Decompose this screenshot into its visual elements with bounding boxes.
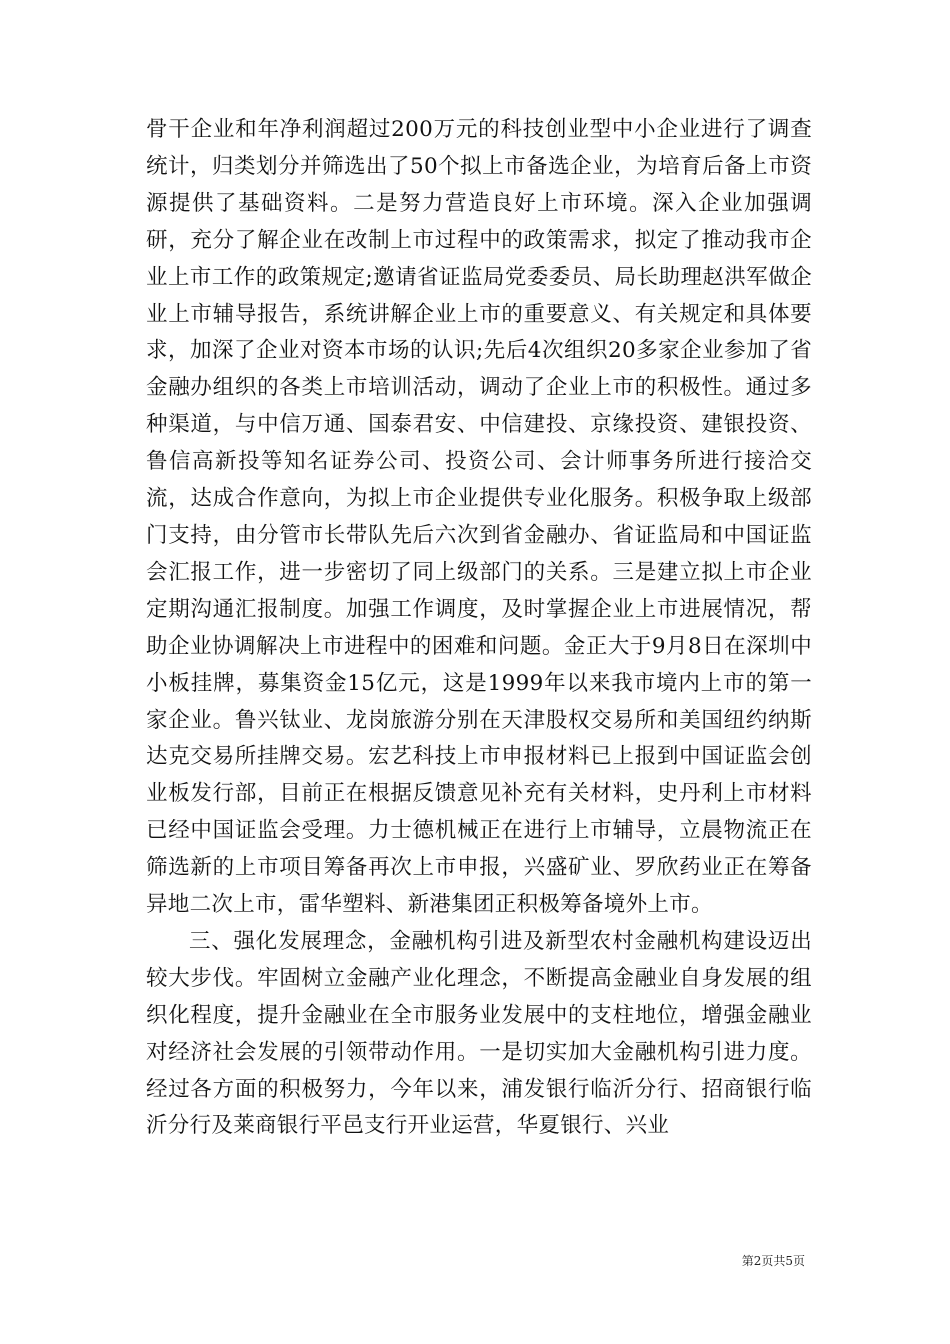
body-paragraph-2: 三、强化发展理念，金融机构引进及新型农村金融机构建设迈出较大步伐。牢固树立金融产业化理念，不断提高金融业自身发展的组织化程度，提升金融业在全市服务业发展中的支柱地位，增强金融业对经济社会发展的引领带动作用。一是切实加大金融机构引进力度。经过各方面的积极努力，今年以来，浦发银行临沂分行、招商银行临沂分行及莱商银行平邑支行开业运营，华夏银行、兴业 [146,928,812,1139]
body-paragraph-1: 骨干企业和年净利润超过200万元的科技创业型中小企业进行了调查统计，归类划分并筛选出了50个拟上市备选企业，为培育后备上市资源提供了基础资料。二是努力营造良好上市环境。深入企业加强调研，充分了解企业在改制上市过程中的政策需求，拟定了推动我市企业上市工作的政策规定;邀请省证监局党委委员、局长助理赵洪军做企业上市辅导报告，系统讲解企业上市的重要意义、有关规定和具体要求，加深了企业对资本市场的认识;先后4次组织20多家企业参加了省金融办组织的各类上市培训活动，调动了企业上市的积极性。通过多种渠道，与中信万通、国泰君安、中信建投、京缘投资、建银投资、鲁信高新投等知名证券公司、投资公司、会计师事务所进行接洽交流，达成合作意向，为拟上市企业提供专业化服务。积极争取上级部门支持，由分管市长带队先后六次到省金融办、省证监局和中国证监会汇报工作，进一步密切了同上级部门的关系。三是建立拟上市企业定期沟通汇报制度。加强工作调度，及时掌握企业上市进展情况，帮助企业协调解决上市进程中的困难和问题。金正大于9月8日在深圳中小板挂牌，募集资金15亿元，这是1999年以来我市境内上市的第一家企业。鲁兴钛业、龙岗旅游分别在天津股权交易所和美国纽约纳斯达克交易所挂牌交易。宏艺科技上市申报材料已上报到中国证监会创业板发行部，目前正在根据反馈意见补充有关材料，史丹利上市材料已经中国证监会受理。力士德机械正在进行上市辅导，立晨物流正在筛选新的上市项目筹备再次上市申报，兴盛矿业、罗欣药业正在筹备异地二次上市，雷华塑料、新港集团正积极筹备境外上市。 [146,117,812,918]
document-body [146,112,812,1145]
page-number-footer: 第2页共5页 [741,1254,805,1268]
